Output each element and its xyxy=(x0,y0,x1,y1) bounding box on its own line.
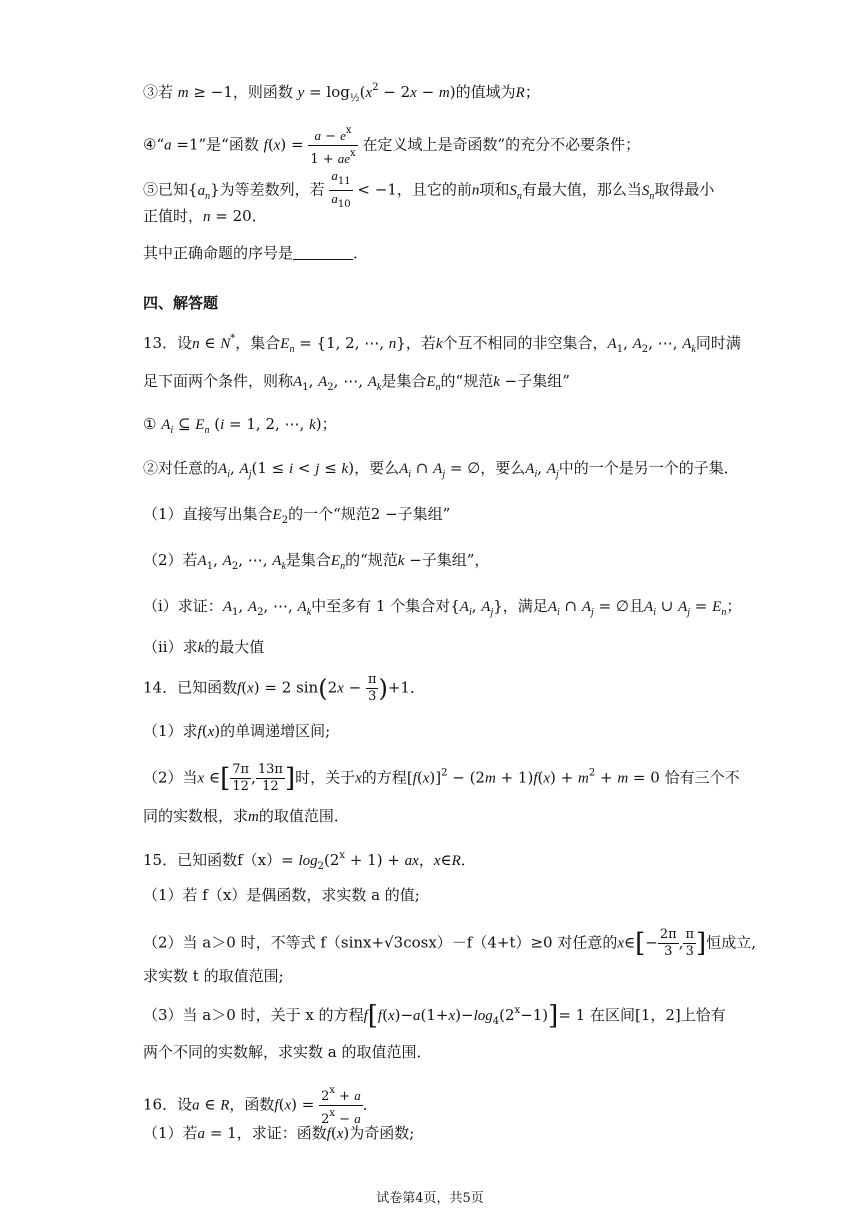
q16-stem: 16．设a ∈ R，函数f(x) = $\frac{2^x + a}{2^x - a}$ ． xyxy=(143,1085,378,1127)
answer-blank xyxy=(293,245,353,260)
q15-stem: 15．已知函数$f(x)= \log_2(2^x + 1)$ + ax，x∈R． xyxy=(143,850,476,872)
q15-sub2-cont: 求实数 t 的取值范围; xyxy=(143,967,284,985)
fraction: $\frac{a - e^x}{1 + ae^x}$ xyxy=(310,125,356,167)
q14-sub2: （2）当x ∈[ $\frac{7\pi}{12}$ , $\frac{13\pi}{12}$ ]时，关于x的方程$[f(x)]^2 - (2m + 1)f(x) + m^2 + m = 0$ 恰有三个不 xyxy=(143,762,740,794)
fraction: $\frac{7\pi}{12}$ xyxy=(232,762,250,794)
p12-item3: ③若 m ≥ −1，则函数 $y = \log_{\frac{1}{2}}(x^2 - 2x - m)$的值域为R； xyxy=(143,82,540,104)
q13-line2: 足下面两个条件，则称$A_1$, $A_2$, ⋯, $A_k$是集合$E_n$的“规范k −子集组” xyxy=(143,372,570,393)
p12-item5-cont: 正值时，n = 20． xyxy=(143,207,267,225)
q16-sub1: （1）若a = 1，求证：函数f(x)为奇函数; xyxy=(143,1124,415,1142)
section-title: 四、解答题 xyxy=(143,294,219,312)
q13-sub2: （2）若$A_1$, $A_2$, ⋯, $A_k$是集合$E_n$的“规范k −子集组”， xyxy=(143,551,490,572)
q14-stem: 14．已知函数f(x) = 2 sin(2x − $\frac{\pi}{3}$ )+1． xyxy=(143,672,425,704)
fraction: $\frac{2^x + a}{2^x - a}$ xyxy=(321,1085,361,1127)
q13-condition1: ① $A_i$ ⊆ $E_n$ (i = 1, 2, ⋯, k)； xyxy=(143,415,337,436)
q13-sub1: （1）直接写出集合$E_2$的一个“规范2 −子集组” xyxy=(143,505,451,526)
q13-condition2: ②对任意的$A_i$, $A_j(1 \le i < j \le k)$，要么$A_i$ ∩ $A_j$ = ∅，要么$A_i$, $A_j$中的一个是另一个的子集． xyxy=(143,459,739,480)
p12-answer-line: 其中正确命题的序号是 ． xyxy=(143,244,369,262)
q15-sub2: （2）当 a＞0 时，不等式 f（sinx+√3cosx）－f（4+t）≥0 对任意的x∈[− $\frac{2\pi}{3}$ , $\frac{\pi}{3}$ ]恒成立, xyxy=(143,927,756,959)
fraction: $\frac{\pi}{3}$ xyxy=(367,672,377,704)
q13-sub2ii: （ii）求k的最大值 xyxy=(143,638,265,656)
q14-sub2-cont: 同的实数根，求m的取值范围． xyxy=(143,807,349,825)
fraction: $\frac{a_{11}}{a_{10}}$ xyxy=(329,168,352,213)
p12-item4: ④“a =1”是“函数 f(x) = $\frac{a - e^x}{1 + ae^x}$ 在定义域上是奇函数”的充分不必要条件； xyxy=(143,125,641,167)
p12-item5: ⑤已知$\{a_n\}$为等差数列，若 $\frac{a_{11}}{a_{10}}$ < −1，且它的前n项和$S_n$有最大值，那么当$S_n$取得最小 xyxy=(143,168,714,213)
fraction: $\frac{\pi}{3}$ xyxy=(685,927,695,959)
q15-sub1: （1）若 f（x）是偶函数，求实数 a 的值; xyxy=(143,886,420,904)
page-footer: 试卷第4页，共5页 xyxy=(376,1191,484,1206)
q14-sub1: （1）求f(x)的单调递增区间; xyxy=(143,722,331,740)
q13-line1: 13．设n ∈ N*，集合$E_n = \{1$, 2, ⋯, n}，若k个互不相同的非空集合，$A_1$, $A_2$, ⋯, $A_k$同时满 xyxy=(143,333,741,355)
fraction: $\frac{13\pi}{12}$ xyxy=(257,762,283,794)
q15-sub3-cont: 两个不同的实数解，求实数 a 的取值范围． xyxy=(143,1043,432,1061)
q13-sub2i: （i）求证：$A_1$, $A_2$, ⋯, $A_k$中至多有 1 个集合对{$A_i$, $A_j$}，满足$A_i$ ∩ $A_j$ = ∅且$A_i$ ∪ $A_j = E_n$； xyxy=(143,597,742,618)
fraction: $\frac{2\pi}{3}$ xyxy=(659,927,677,959)
q15-sub3: （3）当 a＞0 时，关于 x 的方程$f[f(x)-a(1+x)-\log_4(2^x-1)]= 1$ 在区间[1，2]上恰有 xyxy=(143,1001,726,1031)
